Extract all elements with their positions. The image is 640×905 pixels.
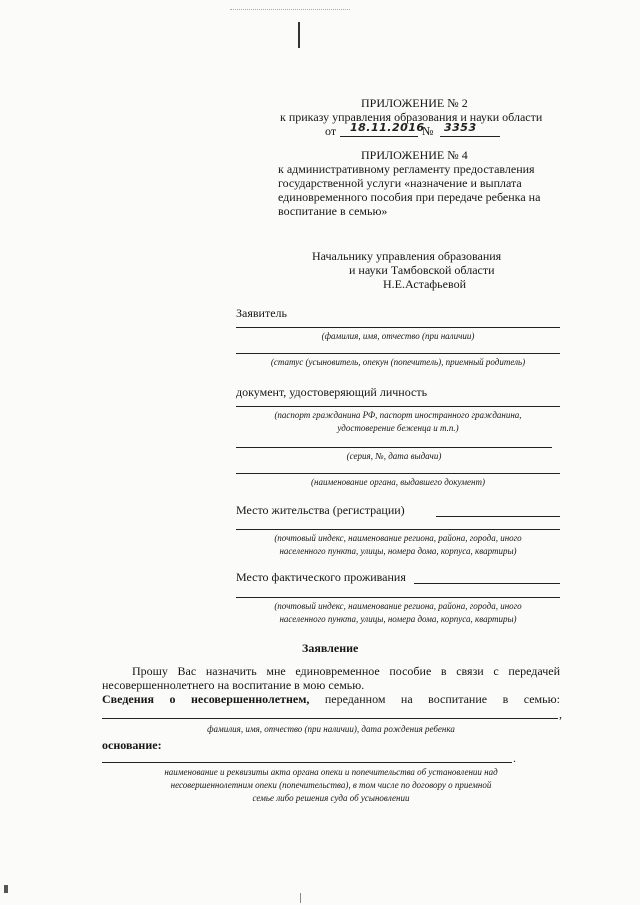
id-document-hint: удостоверение беженца и т.п.) — [337, 423, 459, 433]
statement-paragraph: Прошу Вас назначить мне единовременное пособие в связи с передачей — [132, 664, 560, 678]
applicant-label: Заявитель — [236, 306, 287, 320]
applicant-status-field[interactable] — [236, 353, 560, 354]
basis-hint: несовершеннолетним опеки (попечительства), в том числе по договору о приемной — [170, 780, 492, 790]
basis-hint: семье либо решения суда об усыновлении — [252, 793, 410, 803]
child-info-word: на — [400, 692, 413, 706]
child-info-word: семью: — [523, 692, 560, 706]
residence-field[interactable] — [436, 516, 560, 517]
child-info-comma: , — [559, 707, 562, 721]
statement-paragraph: несовершеннолетнего на воспитание в мою семью. — [102, 678, 365, 692]
scan-artifact-corner — [4, 885, 8, 893]
appendix2-date-value: 18.11.2016 — [350, 121, 425, 134]
basis-hint: наименование и реквизиты акта органа опеки и попечительства об установлении над — [164, 767, 498, 777]
applicant-status-hint: (статус (усыновитель, опекун (попечитель), приемный родитель) — [270, 357, 526, 367]
addressee-line: и науки Тамбовской области — [349, 263, 495, 277]
child-info-word: в — [502, 692, 509, 706]
basis-label: основание: — [102, 738, 162, 752]
id-series-hint: (серия, №, дата выдачи) — [346, 451, 442, 461]
child-info-label — [102, 692, 560, 706]
id-issuer-field[interactable] — [236, 473, 560, 474]
appendix2-num-label: № — [422, 124, 434, 138]
appendix2-title: ПРИЛОЖЕНИЕ № 2 — [361, 96, 468, 110]
child-info-word: переданном — [324, 692, 386, 706]
applicant-name-field[interactable] — [236, 327, 560, 328]
basis-period: . — [513, 751, 516, 765]
child-info-word: воспитание — [428, 692, 488, 706]
addressee-line: Н.Е.Астафьевой — [383, 277, 466, 291]
appendix4-line: воспитание в семью» — [278, 204, 388, 218]
scan-artifact-line — [230, 9, 350, 10]
actual-residence-hint: населенного пункта, улицы, номера дома, корпуса, квартиры) — [279, 614, 517, 624]
applicant-name-hint: (фамилия, имя, отчество (при наличии) — [321, 331, 475, 341]
residence-label: Место жительства (регистрации) — [236, 503, 405, 517]
actual-residence-field[interactable] — [414, 583, 560, 584]
child-info-word: несовершеннолетнем, — [191, 692, 310, 706]
actual-residence-hint: (почтовый индекс, наименование региона, района, города, иного — [274, 601, 522, 611]
appendix2-line1: к приказу управления образования и науки области — [280, 110, 543, 124]
appendix2-date-line — [340, 136, 418, 137]
id-document-field[interactable] — [236, 406, 560, 407]
child-info-word: о — [169, 692, 176, 706]
appendix2-from-label: от — [325, 124, 337, 138]
scan-artifact-tick — [300, 893, 301, 903]
appendix2-num-line — [440, 136, 500, 137]
appendix4-title: ПРИЛОЖЕНИЕ № 4 — [361, 148, 468, 162]
appendix4-line: государственной услуги «назначение и выплата — [278, 176, 522, 190]
basis-field[interactable] — [102, 762, 512, 763]
child-info-hint: фамилия, имя, отчество (при наличии), дата рождения ребенка — [207, 724, 455, 734]
actual-residence-field-2[interactable] — [236, 597, 560, 598]
actual-residence-label: Место фактического проживания — [236, 570, 406, 584]
appendix4-line: к административному регламенту предоставления — [278, 162, 535, 176]
residence-field-2[interactable] — [236, 529, 560, 530]
residence-hint: (почтовый индекс, наименование региона, района, города, иного — [274, 533, 522, 543]
id-document-hint: (паспорт гражданина РФ, паспорт иностранного гражданина, — [274, 410, 522, 420]
appendix2-num-value: 3353 — [444, 121, 477, 134]
id-document-label: документ, удостоверяющий личность — [236, 385, 428, 399]
addressee-line: Начальнику управления образования — [312, 249, 502, 263]
residence-hint: населенного пункта, улицы, номера дома, корпуса, квартиры) — [279, 546, 517, 556]
statement-heading: Заявление — [302, 641, 359, 655]
child-info-word: Сведения — [102, 692, 155, 706]
id-issuer-hint: (наименование органа, выдавшего документ) — [311, 477, 485, 487]
scan-artifact-mark — [298, 22, 300, 48]
child-info-field[interactable] — [102, 718, 558, 719]
appendix4-line: единовременного пособия при передаче ребенка на — [278, 190, 541, 204]
id-series-field[interactable] — [236, 447, 552, 448]
